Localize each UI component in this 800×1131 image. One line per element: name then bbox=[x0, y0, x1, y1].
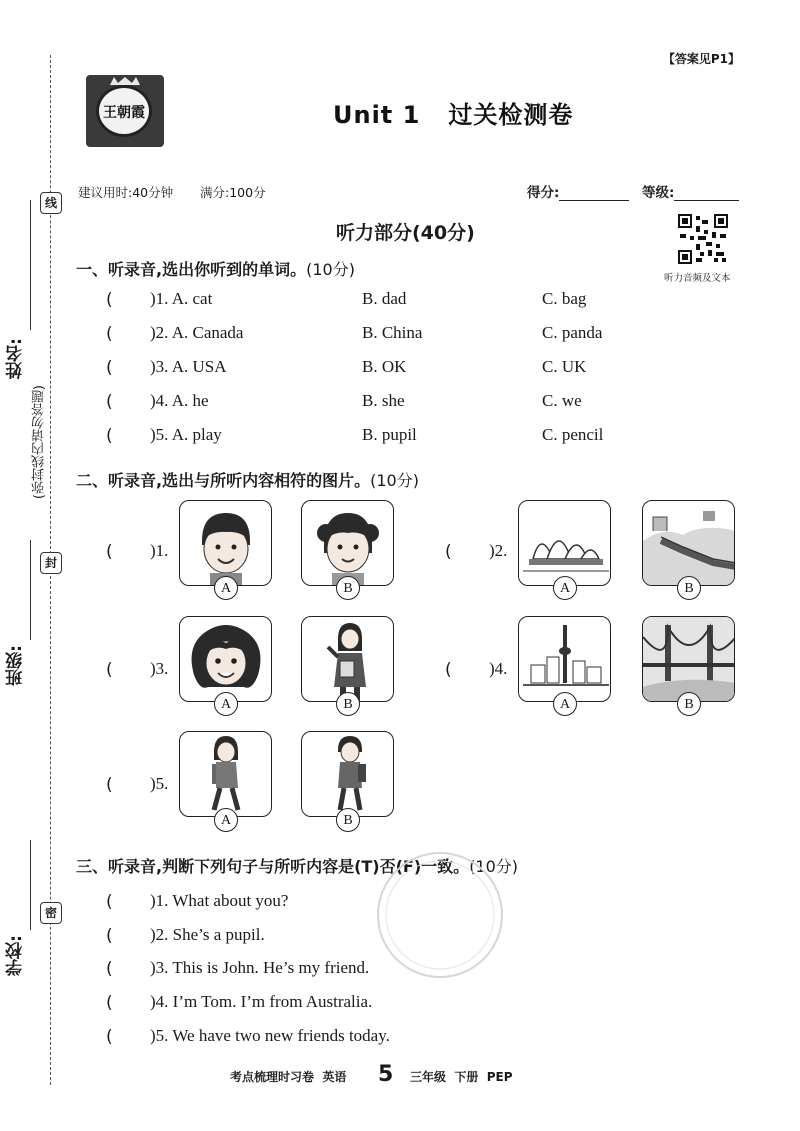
seal-mark-secret: 密 bbox=[40, 902, 62, 924]
s1-q3-option-a: )3. A. USA bbox=[150, 357, 227, 376]
section1-title: 一、听录音,选出你听到的单词。(10分) bbox=[76, 260, 355, 279]
s2-q5-number: )5. bbox=[150, 774, 169, 793]
s1-q2-option-a: )2. A. Canada bbox=[150, 323, 244, 342]
score-blank[interactable] bbox=[559, 184, 629, 201]
answer-paren-open[interactable]: ( bbox=[106, 775, 113, 795]
answer-paren-open[interactable]: ( bbox=[106, 392, 113, 412]
s1-q2-option-c: C. panda bbox=[542, 323, 603, 342]
s2-q2-label-b[interactable]: B bbox=[677, 576, 701, 600]
answer-paren-open[interactable]: ( bbox=[106, 926, 113, 946]
listening-part-title: 听力部分(40分) bbox=[336, 222, 475, 244]
name-underline[interactable] bbox=[30, 200, 31, 330]
answer-paren-open[interactable]: ( bbox=[106, 542, 113, 562]
s2-q5-label-b[interactable]: B bbox=[336, 808, 360, 832]
s1-q1-option-c: C. bag bbox=[542, 289, 587, 308]
s3-sentence-4: )4. I’m Tom. I’m from Australia. bbox=[150, 992, 373, 1011]
s1-q1-option-a: )1. A. cat bbox=[150, 289, 213, 308]
seal-line-note: (弥封线内请勿答题) bbox=[32, 385, 47, 500]
answer-reference: 【答案见P1】 bbox=[662, 52, 740, 66]
s2-q3-picture-a[interactable] bbox=[179, 616, 272, 702]
grade-label: 等级: bbox=[642, 185, 675, 201]
page-title: Unit 1 过关检测卷 bbox=[333, 101, 574, 129]
s2-q4-picture-b[interactable] bbox=[642, 616, 735, 702]
qr-code-label: 听力音频及文本 bbox=[664, 273, 731, 284]
s2-q2-picture-a[interactable] bbox=[518, 500, 611, 586]
score-label: 得分: bbox=[527, 185, 560, 201]
publisher-logo bbox=[86, 75, 164, 147]
s1-q2-option-b: B. China bbox=[362, 323, 423, 342]
class-underline[interactable] bbox=[30, 540, 31, 640]
s1-q4-option-a: )4. A. he bbox=[150, 391, 209, 410]
class-label: 班级: bbox=[6, 645, 26, 686]
s2-q4-picture-a[interactable] bbox=[518, 616, 611, 702]
golden-gate-bridge-icon bbox=[643, 617, 735, 702]
s1-q3-option-c: C. UK bbox=[542, 357, 587, 376]
boy-face-icon bbox=[180, 501, 272, 586]
footer-book-name: 考点梳理时习卷 英语 bbox=[230, 1070, 347, 1084]
s1-q1-option-b: B. dad bbox=[362, 289, 407, 308]
s2-q4-label-b[interactable]: B bbox=[677, 692, 701, 716]
s3-sentence-3: )3. This is John. He’s my friend. bbox=[150, 958, 370, 977]
answer-paren-open[interactable]: ( bbox=[106, 426, 113, 446]
answer-paren-open[interactable]: ( bbox=[445, 542, 452, 562]
seal-mark-line: 线 bbox=[40, 192, 62, 214]
answer-paren-open[interactable]: ( bbox=[106, 892, 113, 912]
s2-q3-label-b[interactable]: B bbox=[336, 692, 360, 716]
s2-q1-number: )1. bbox=[150, 541, 169, 560]
s2-q2-label-a[interactable]: A bbox=[553, 576, 577, 600]
boy-with-backpack-icon bbox=[302, 732, 394, 817]
footer-grade: 三年级 下册 PEP bbox=[410, 1070, 513, 1084]
s1-q5-option-b: B. pupil bbox=[362, 425, 417, 444]
great-wall-icon bbox=[643, 501, 735, 586]
section3-title: 三、听录音,判断下列句子与所听内容是(T)否(F)一致。(10分) bbox=[76, 857, 519, 876]
opera-house-icon bbox=[519, 501, 611, 586]
s2-q3-label-a[interactable]: A bbox=[214, 692, 238, 716]
s1-q3-option-b: B. OK bbox=[362, 357, 407, 376]
s2-q1-label-a[interactable]: A bbox=[214, 576, 238, 600]
s1-q4-option-b: B. she bbox=[362, 391, 405, 410]
s1-q5-option-a: )5. A. play bbox=[150, 425, 222, 444]
answer-paren-open[interactable]: ( bbox=[106, 290, 113, 310]
s2-q5-picture-b[interactable] bbox=[301, 731, 394, 817]
s3-sentence-2: )2. She’s a pupil. bbox=[150, 925, 265, 944]
answer-paren-open[interactable]: ( bbox=[106, 993, 113, 1013]
section2-title: 二、听录音,选出与所听内容相符的图片。(10分) bbox=[76, 471, 419, 490]
logo-text: 王朝霞 bbox=[103, 105, 145, 121]
s2-q4-number: )4. bbox=[489, 659, 508, 678]
s2-q2-number: )2. bbox=[489, 541, 508, 560]
seal-mark-seal: 封 bbox=[40, 552, 62, 574]
s3-sentence-5: )5. We have two new friends today. bbox=[150, 1026, 390, 1045]
teacher-woman-icon bbox=[302, 617, 394, 702]
s3-sentence-1: )1. What about you? bbox=[150, 891, 289, 910]
answer-paren-open[interactable]: ( bbox=[106, 959, 113, 979]
answer-paren-open[interactable]: ( bbox=[106, 358, 113, 378]
answer-paren-open[interactable]: ( bbox=[106, 324, 113, 344]
s2-q2-picture-b[interactable] bbox=[642, 500, 735, 586]
full-score: 满分:100分 bbox=[200, 185, 266, 200]
s1-q5-option-c: C. pencil bbox=[542, 425, 604, 444]
school-label: 学校: bbox=[6, 935, 26, 976]
qr-code-icon[interactable] bbox=[678, 214, 728, 264]
curly-hair-girl-icon bbox=[180, 617, 272, 702]
girl-face-icon bbox=[302, 501, 394, 586]
cn-tower-icon bbox=[519, 617, 611, 702]
watermark-stamp-icon bbox=[365, 840, 515, 990]
s2-q1-label-b[interactable]: B bbox=[336, 576, 360, 600]
answer-paren-open[interactable]: ( bbox=[106, 660, 113, 680]
answer-paren-open[interactable]: ( bbox=[445, 660, 452, 680]
s2-q1-picture-a[interactable] bbox=[179, 500, 272, 586]
s2-q1-picture-b[interactable] bbox=[301, 500, 394, 586]
crown-icon bbox=[110, 77, 140, 85]
suggested-time: 建议用时:40分钟 bbox=[78, 185, 174, 200]
page-number: 5 bbox=[378, 1062, 394, 1087]
s2-q3-number: )3. bbox=[150, 659, 169, 678]
s2-q5-label-a[interactable]: A bbox=[214, 808, 238, 832]
name-label: 姓名: bbox=[6, 338, 26, 379]
answer-paren-open[interactable]: ( bbox=[106, 1027, 113, 1047]
school-underline[interactable] bbox=[30, 840, 31, 930]
s2-q4-label-a[interactable]: A bbox=[553, 692, 577, 716]
s2-q5-picture-a[interactable] bbox=[179, 731, 272, 817]
s2-q3-picture-b[interactable] bbox=[301, 616, 394, 702]
girl-with-backpack-icon bbox=[180, 732, 272, 817]
grade-blank[interactable] bbox=[674, 184, 739, 201]
s1-q4-option-c: C. we bbox=[542, 391, 582, 410]
